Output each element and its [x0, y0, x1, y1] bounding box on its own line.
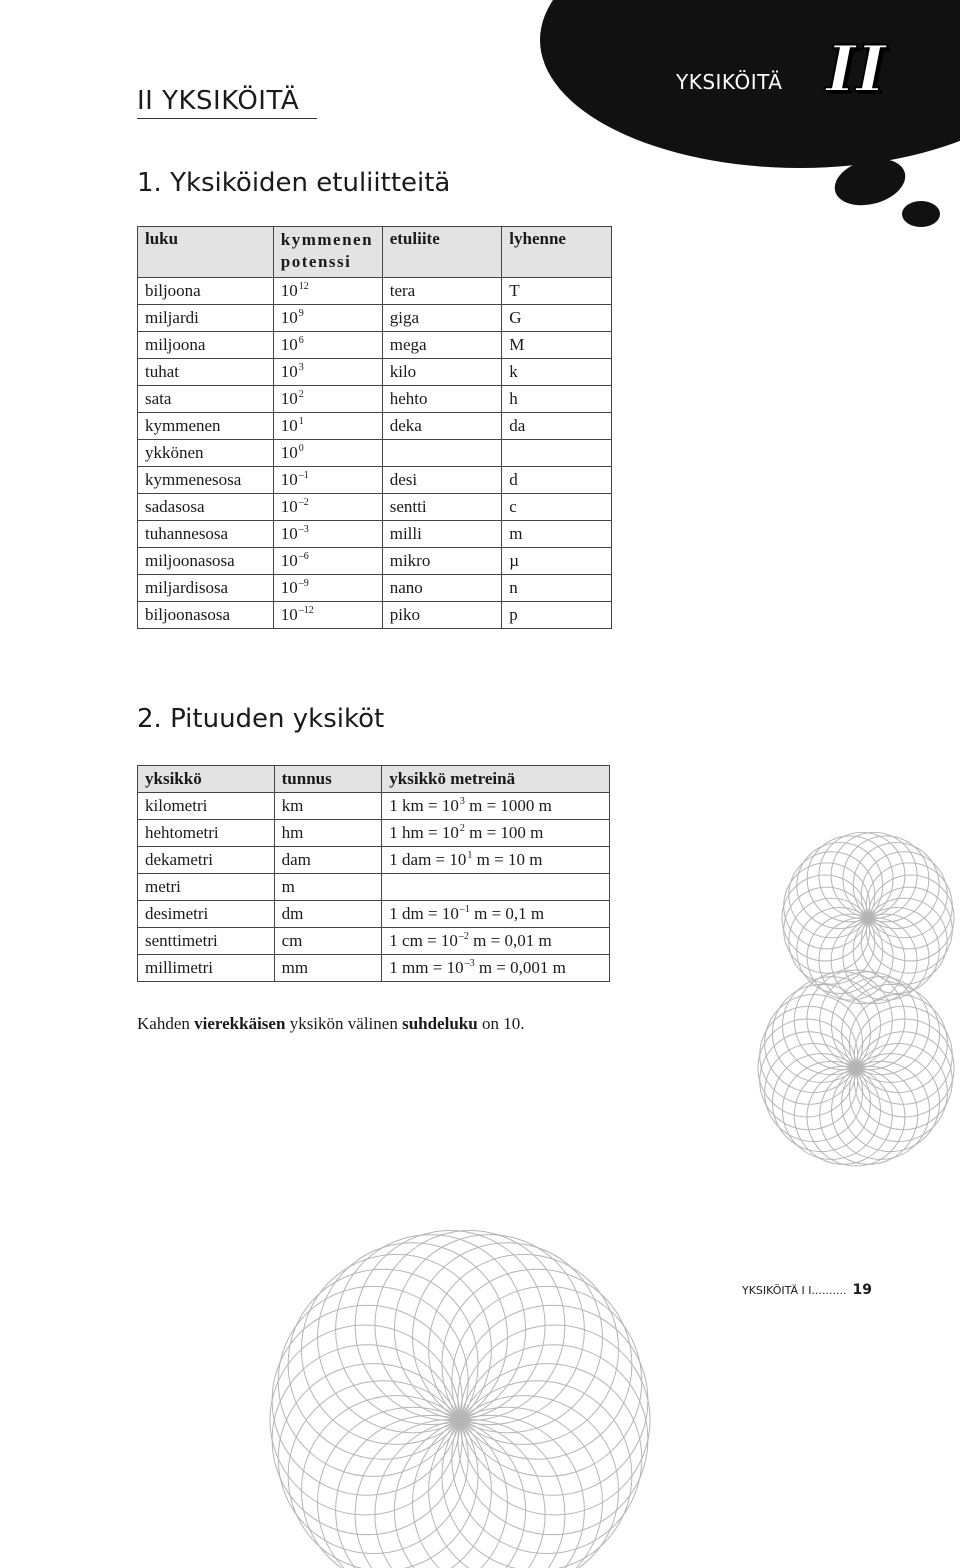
decorative-blobs [0, 0, 960, 240]
power-base: 10 [281, 362, 298, 381]
prefix-table [137, 226, 612, 629]
abbreviation-cell: G [502, 305, 612, 332]
table-row [138, 413, 612, 440]
table-row [138, 521, 612, 548]
note-emphasis: suhdeluku [402, 1014, 478, 1033]
abbreviation-cell: d [502, 467, 612, 494]
unit-symbol-cell: mm [274, 955, 382, 982]
abbreviation-cell: M [502, 332, 612, 359]
prefix-cell: desi [382, 467, 502, 494]
unit-name-cell: dekametri [138, 847, 275, 874]
number-word-cell: biljoonasosa [138, 602, 274, 629]
power-base: 10 [281, 578, 298, 597]
equation-end: m = 1000 m [465, 796, 552, 815]
power-cell [273, 386, 382, 413]
page-title: II YKSIKÖITÄ [137, 86, 299, 116]
table-header-row [138, 227, 612, 278]
table-row [138, 575, 612, 602]
table-row [138, 901, 610, 928]
page-number: 19 [853, 1282, 872, 1298]
equation-start: 1 hm = 10 [389, 823, 459, 842]
table-header-row [138, 766, 610, 793]
power-base: 10 [281, 416, 298, 435]
unit-in-meters-cell [382, 955, 610, 982]
abbreviation-cell: m [502, 521, 612, 548]
abbreviation-cell: h [502, 386, 612, 413]
number-word-cell: miljardisosa [138, 575, 274, 602]
column-header: lyhenne [502, 227, 612, 278]
table-row [138, 847, 610, 874]
number-word-cell: sata [138, 386, 274, 413]
length-units-table [137, 765, 610, 982]
power-cell [273, 332, 382, 359]
column-header: tunnus [274, 766, 382, 793]
footer-label: YKSIKÖITÄ I I.......... [742, 1284, 847, 1297]
unit-name-cell: millimetri [138, 955, 275, 982]
abbreviation-cell: T [502, 278, 612, 305]
unit-in-meters-cell [382, 820, 610, 847]
note-text: yksikön välinen [285, 1014, 402, 1033]
abbreviation-cell: c [502, 494, 612, 521]
prefix-cell: mega [382, 332, 502, 359]
abbreviation-cell [502, 440, 612, 467]
power-cell [273, 413, 382, 440]
power-exponent: –12 [299, 605, 314, 616]
equation-exponent: 1 [467, 850, 472, 861]
unit-symbol-cell: km [274, 793, 382, 820]
unit-symbol-cell: cm [274, 928, 382, 955]
table-row [138, 332, 612, 359]
prefix-cell: hehto [382, 386, 502, 413]
unit-in-meters-cell [382, 901, 610, 928]
unit-name-cell: senttimetri [138, 928, 275, 955]
number-word-cell: tuhannesosa [138, 521, 274, 548]
table-row [138, 359, 612, 386]
equation-exponent: –1 [460, 904, 470, 915]
unit-name-cell: kilometri [138, 793, 275, 820]
table-row [138, 494, 612, 521]
table-row [138, 548, 612, 575]
rosette-petal [413, 1407, 603, 1568]
prefix-cell: deka [382, 413, 502, 440]
power-cell [273, 440, 382, 467]
power-exponent: –2 [299, 497, 309, 508]
equation-exponent: 3 [460, 796, 465, 807]
abbreviation-cell: µ [502, 548, 612, 575]
unit-in-meters-cell [382, 847, 610, 874]
unit-name-cell: metri [138, 874, 275, 901]
power-exponent: 6 [299, 335, 304, 346]
abbreviation-cell: da [502, 413, 612, 440]
unit-symbol-cell: dam [274, 847, 382, 874]
unit-name-cell: desimetri [138, 901, 275, 928]
column-header: yksikkö metreinä [382, 766, 610, 793]
equation-end: m = 10 m [472, 850, 542, 869]
table-row [138, 955, 610, 982]
power-base: 10 [281, 308, 298, 327]
power-exponent: 12 [299, 281, 309, 292]
power-exponent: –1 [299, 470, 309, 481]
note-text: on 10. [478, 1014, 525, 1033]
power-cell [273, 548, 382, 575]
column-header: yksikkö [138, 766, 275, 793]
unit-in-meters-cell [382, 928, 610, 955]
table-row [138, 874, 610, 901]
power-exponent: 0 [299, 443, 304, 454]
power-cell [273, 494, 382, 521]
unit-name-cell: hehtometri [138, 820, 275, 847]
table-row [138, 440, 612, 467]
power-exponent: 9 [299, 308, 304, 319]
table-row [138, 928, 610, 955]
unit-symbol-cell: hm [274, 820, 382, 847]
power-base: 10 [281, 605, 298, 624]
equation-start: 1 dm = 10 [389, 904, 459, 923]
power-base: 10 [281, 497, 298, 516]
number-word-cell: ykkönen [138, 440, 274, 467]
power-exponent: –6 [299, 551, 309, 562]
power-base: 10 [281, 281, 298, 300]
table-row [138, 305, 612, 332]
power-cell [273, 359, 382, 386]
prefix-cell: mikro [382, 548, 502, 575]
column-header: luku [138, 227, 274, 278]
power-exponent: –9 [299, 578, 309, 589]
number-word-cell: kymmenesosa [138, 467, 274, 494]
section-heading-prefixes: 1. Yksiköiden etuliitteitä [137, 168, 450, 198]
equation-start: 1 km = 10 [389, 796, 459, 815]
equation-end: m = 100 m [465, 823, 544, 842]
equation-exponent: –2 [459, 931, 469, 942]
rosette-petal [318, 1407, 508, 1568]
equation-end: m = 0,001 m [475, 958, 566, 977]
power-exponent: 2 [299, 389, 304, 400]
title-underline [137, 118, 317, 119]
number-word-cell: miljoona [138, 332, 274, 359]
power-exponent: –3 [299, 524, 309, 535]
number-word-cell: sadasosa [138, 494, 274, 521]
power-cell [273, 521, 382, 548]
unit-symbol-cell: m [274, 874, 382, 901]
equation-exponent: –3 [465, 958, 475, 969]
abbreviation-cell: k [502, 359, 612, 386]
number-word-cell: kymmenen [138, 413, 274, 440]
number-word-cell: miljoonasosa [138, 548, 274, 575]
prefix-cell: piko [382, 602, 502, 629]
abbreviation-cell: n [502, 575, 612, 602]
power-exponent: 3 [299, 362, 304, 373]
rosette-ornament-large [192, 1148, 712, 1568]
power-base: 10 [281, 524, 298, 543]
rosette-ornament-medium [744, 960, 960, 1176]
prefix-cell: nano [382, 575, 502, 602]
equation-exponent: 2 [460, 823, 465, 834]
equation-start: 1 mm = 10 [389, 958, 463, 977]
power-cell [273, 278, 382, 305]
prefix-cell [382, 440, 502, 467]
equation-start: 1 dam = 10 [389, 850, 466, 869]
chapter-roman-numeral: II [826, 38, 886, 102]
section-heading-length-units: 2. Pituuden yksiköt [137, 704, 384, 734]
power-base: 10 [281, 335, 298, 354]
unit-symbol-cell: dm [274, 901, 382, 928]
equation-end: m = 0,01 m [469, 931, 552, 950]
number-word-cell: miljardi [138, 305, 274, 332]
note-text: Kahden [137, 1014, 194, 1033]
equation-end: m = 0,1 m [470, 904, 544, 923]
equation-start: 1 cm = 10 [389, 931, 458, 950]
power-cell [273, 575, 382, 602]
column-header: kymmenen potenssi [273, 227, 382, 278]
table-row [138, 278, 612, 305]
power-exponent: 1 [299, 416, 304, 427]
power-cell [273, 602, 382, 629]
page-footer [742, 1282, 872, 1298]
power-base: 10 [281, 389, 298, 408]
power-cell [273, 467, 382, 494]
ratio-note [137, 1014, 524, 1034]
power-base: 10 [281, 443, 298, 462]
prefix-cell: tera [382, 278, 502, 305]
prefix-cell: giga [382, 305, 502, 332]
power-cell [273, 305, 382, 332]
number-word-cell: biljoona [138, 278, 274, 305]
table-row [138, 602, 612, 629]
prefix-cell: milli [382, 521, 502, 548]
abbreviation-cell: p [502, 602, 612, 629]
power-base: 10 [281, 470, 298, 489]
note-emphasis: vierekkäisen [194, 1014, 285, 1033]
unit-in-meters-cell [382, 793, 610, 820]
unit-in-meters-cell [382, 874, 610, 901]
chapter-label: YKSIKÖITÄ [676, 70, 782, 94]
column-header: etuliite [382, 227, 502, 278]
prefix-cell: sentti [382, 494, 502, 521]
table-row [138, 467, 612, 494]
table-row [138, 793, 610, 820]
number-word-cell: tuhat [138, 359, 274, 386]
power-base: 10 [281, 551, 298, 570]
prefix-cell: kilo [382, 359, 502, 386]
table-row [138, 386, 612, 413]
table-row [138, 820, 610, 847]
